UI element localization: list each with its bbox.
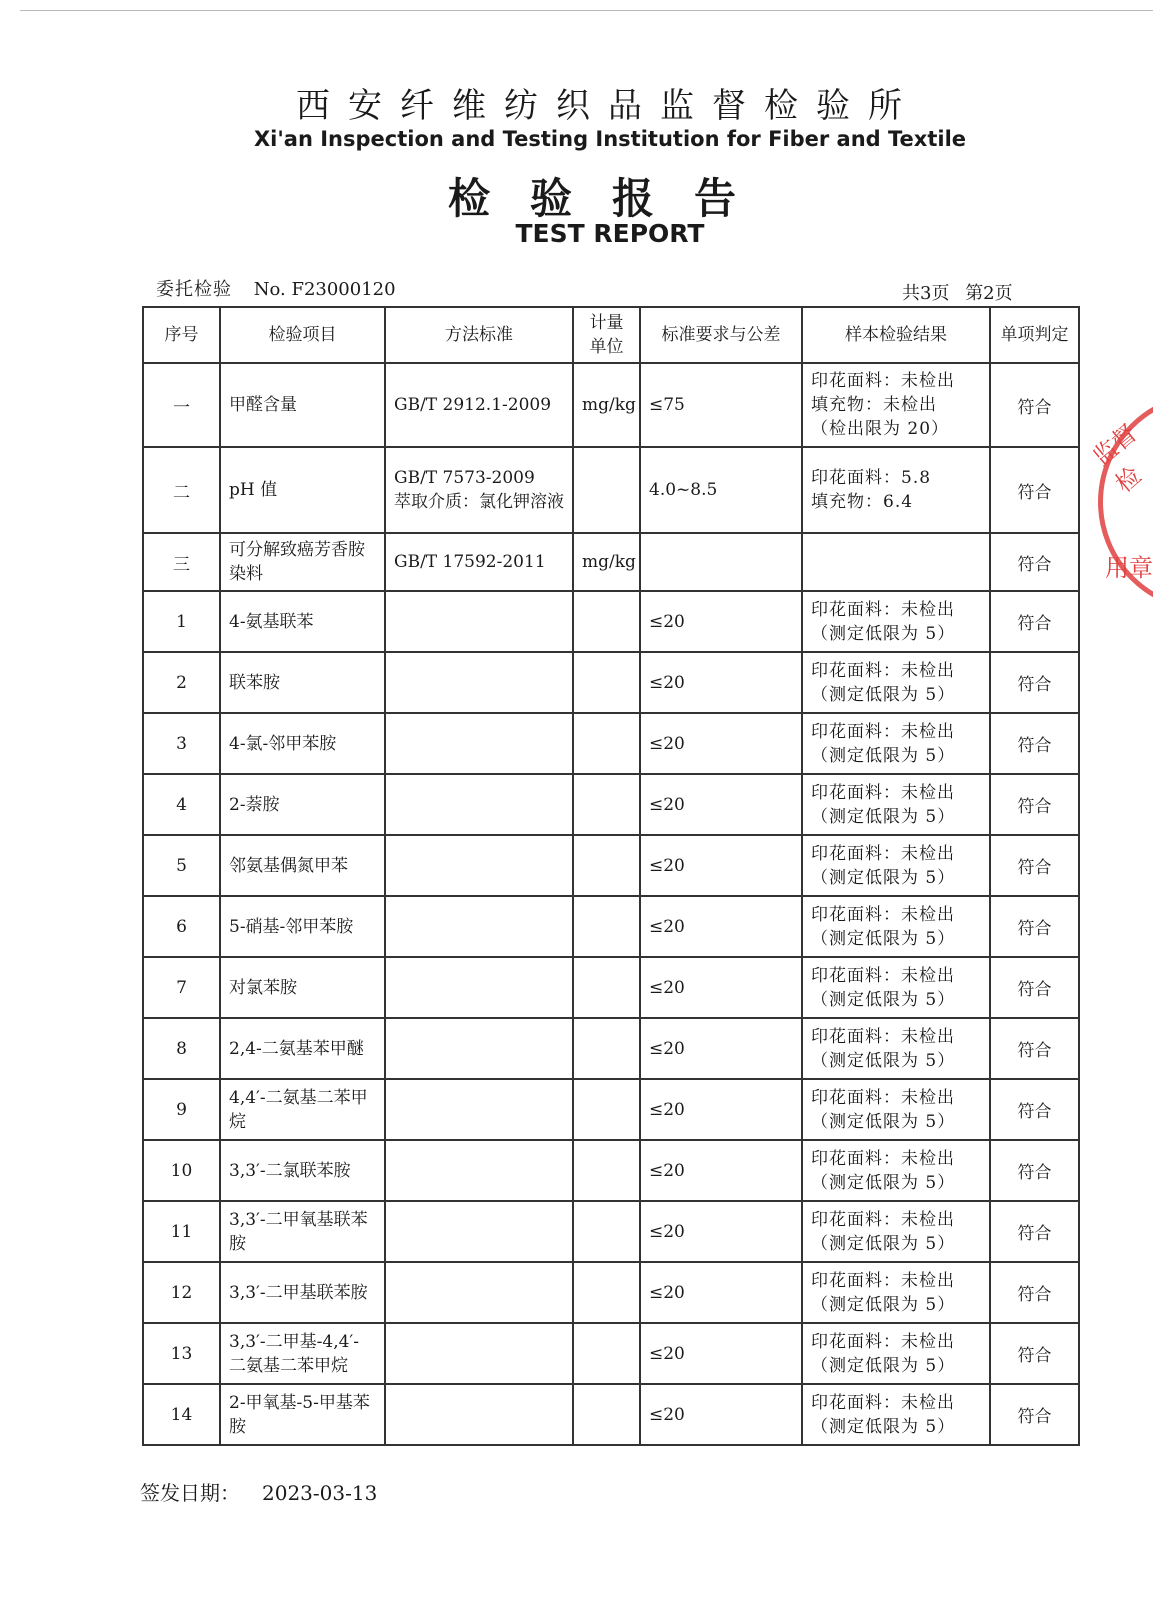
cell-judgement: 符合 [990,835,1079,896]
cell-result: 印花面料：未检出 （测定低限为 5） [802,1262,990,1323]
cell-item: 5-硝基-邻甲苯胺 [220,896,385,957]
cell-seq: 二 [143,447,220,533]
top-border-line [20,10,1153,11]
current-page: 第2页 [965,283,1013,304]
report-title-en: TEST REPORT [515,219,705,248]
cell-method [385,652,573,713]
cell-unit [573,447,640,533]
table-row [143,1140,1079,1201]
cell-result: 印花面料：未检出 （测定低限为 5） [802,1384,990,1445]
cell-method [385,774,573,835]
cell-result: 印花面料：未检出 （测定低限为 5） [802,652,990,713]
cell-result: 印花面料：未检出 （测定低限为 5） [802,957,990,1018]
cell-judgement: 符合 [990,533,1079,591]
table-row [143,1323,1079,1384]
issue-date-label: 签发日期： [140,1481,240,1505]
cell-method [385,1140,573,1201]
table-row [143,591,1079,652]
header-seq: 序号 [143,307,220,363]
header-item: 检验项目 [220,307,385,363]
issue-date-line [140,1477,377,1506]
header-unit: 计量单位 [573,307,640,363]
cell-seq: 10 [143,1140,220,1201]
cell-result: 印花面料：未检出 （测定低限为 5） [802,896,990,957]
cell-judgement: 符合 [990,1201,1079,1262]
cell-requirement: ≤20 [640,896,802,957]
cell-result: 印花面料：未检出 （测定低限为 5） [802,1018,990,1079]
cell-seq: 一 [143,363,220,447]
report-number: No. F23000120 [253,279,396,300]
cell-requirement: ≤20 [640,1018,802,1079]
seal-text-top: 监督检 [1087,418,1147,499]
cell-requirement: ≤20 [640,713,802,774]
cell-item: 2,4-二氨基苯甲醚 [220,1018,385,1079]
cell-unit: mg/kg [573,363,640,447]
table-row [143,447,1079,533]
cell-seq: 12 [143,1262,220,1323]
table-row [143,1262,1079,1323]
cell-judgement: 符合 [990,591,1079,652]
cell-item: 4-氯-邻甲苯胺 [220,713,385,774]
table-row [143,896,1079,957]
cell-seq: 三 [143,533,220,591]
cell-result: 印花面料：未检出 （测定低限为 5） [802,1323,990,1384]
cell-requirement: ≤20 [640,1201,802,1262]
cell-seq: 2 [143,652,220,713]
cell-method: GB/T 7573-2009 萃取介质：氯化钾溶液 [385,447,573,533]
table-row [143,1018,1079,1079]
cell-judgement: 符合 [990,1018,1079,1079]
table-row [143,652,1079,713]
cell-seq: 13 [143,1323,220,1384]
table-row [143,713,1079,774]
cell-judgement: 符合 [990,713,1079,774]
cell-item: 2-萘胺 [220,774,385,835]
cell-seq: 7 [143,957,220,1018]
cell-method [385,591,573,652]
cell-method [385,1018,573,1079]
cell-method [385,1384,573,1445]
table-row [143,835,1079,896]
cell-result: 印花面料：未检出 （测定低限为 5） [802,713,990,774]
seal-text-bottom: 用章 [1105,554,1153,582]
cell-unit [573,1018,640,1079]
header-requirement: 标准要求与公差 [640,307,802,363]
cell-unit [573,1262,640,1323]
table-header-row [143,307,1079,363]
institution-name-cn: 西安纤维纺织品监督检验所 [296,86,920,126]
cell-item: 联苯胺 [220,652,385,713]
header-result: 样本检验结果 [802,307,990,363]
cell-unit [573,1140,640,1201]
cell-unit [573,774,640,835]
cell-seq: 3 [143,713,220,774]
cell-item: 3,3′-二甲基联苯胺 [220,1262,385,1323]
cell-seq: 9 [143,1079,220,1140]
cell-unit [573,591,640,652]
cell-requirement: ≤20 [640,774,802,835]
cell-unit [573,957,640,1018]
cell-method [385,835,573,896]
cell-item: 4,4′-二氨基二苯甲烷 [220,1079,385,1140]
test-results-table [142,306,1080,1446]
cell-result: 印花面料：未检出 （测定低限为 5） [802,774,990,835]
cell-requirement: ≤20 [640,1384,802,1445]
header-method: 方法标准 [385,307,573,363]
cell-judgement: 符合 [990,1140,1079,1201]
table-body [143,363,1079,1445]
cell-requirement: ≤20 [640,1140,802,1201]
cell-result: 印花面料：未检出 （测定低限为 5） [802,1140,990,1201]
cell-item: 3,3′-二甲氧基联苯胺 [220,1201,385,1262]
cell-unit: mg/kg [573,533,640,591]
cell-item: pH 值 [220,447,385,533]
cell-result: 印花面料：未检出 （测定低限为 5） [802,1201,990,1262]
cell-requirement: ≤20 [640,957,802,1018]
cell-unit [573,1201,640,1262]
cell-method [385,1201,573,1262]
cell-judgement: 符合 [990,363,1079,447]
table-row [143,774,1079,835]
cell-item: 3,3′-二甲基-4,4′-二氨基二苯甲烷 [220,1323,385,1384]
cell-seq: 4 [143,774,220,835]
cell-method [385,1323,573,1384]
table-row [143,363,1079,447]
cell-seq: 14 [143,1384,220,1445]
table-row [143,533,1079,591]
cell-judgement: 符合 [990,447,1079,533]
cell-item: 3,3′-二氯联苯胺 [220,1140,385,1201]
cell-judgement: 符合 [990,1323,1079,1384]
cell-requirement: ≤20 [640,1323,802,1384]
cell-item: 2-甲氧基-5-甲基苯胺 [220,1384,385,1445]
cell-judgement: 符合 [990,1079,1079,1140]
cell-unit [573,652,640,713]
page-indicator [902,279,1023,305]
cell-judgement: 符合 [990,652,1079,713]
table-row [143,1079,1079,1140]
report-meta-left [156,275,396,301]
cell-result: 印花面料：未检出 （测定低限为 5） [802,591,990,652]
cell-item: 邻氨基偶氮甲苯 [220,835,385,896]
cell-item: 对氯苯胺 [220,957,385,1018]
cell-method: GB/T 17592-2011 [385,533,573,591]
cell-requirement: ≤75 [640,363,802,447]
cell-result: 印花面料：未检出 填充物：未检出 （检出限为 20） [802,363,990,447]
cell-unit [573,713,640,774]
cell-seq: 11 [143,1201,220,1262]
cell-seq: 6 [143,896,220,957]
issue-date-value: 2023-03-13 [262,1481,378,1505]
cell-unit [573,1079,640,1140]
cell-judgement: 符合 [990,1384,1079,1445]
cell-method [385,1079,573,1140]
cell-judgement: 符合 [990,774,1079,835]
cell-judgement: 符合 [990,896,1079,957]
cell-unit [573,835,640,896]
cell-seq: 5 [143,835,220,896]
table-row [143,1384,1079,1445]
cell-requirement [640,533,802,591]
institution-name-en: Xi'an Inspection and Testing Institution for Fiber and Textile [253,127,967,151]
total-pages: 共3页 [902,283,950,304]
cell-item: 可分解致癌芳香胺染料 [220,533,385,591]
cell-unit [573,1323,640,1384]
cell-requirement: ≤20 [640,652,802,713]
cell-seq: 1 [143,591,220,652]
cell-result: 印花面料：5.8 填充物：6.4 [802,447,990,533]
cell-method [385,713,573,774]
table-row [143,1201,1079,1262]
cell-unit [573,896,640,957]
cell-result: 印花面料：未检出 （测定低限为 5） [802,1079,990,1140]
cell-unit [573,1384,640,1445]
cell-method [385,896,573,957]
cell-method: GB/T 2912.1-2009 [385,363,573,447]
table-row [143,957,1079,1018]
cell-item: 甲醛含量 [220,363,385,447]
cell-requirement: ≤20 [640,1262,802,1323]
cell-requirement: 4.0~8.5 [640,447,802,533]
cell-result [802,533,990,591]
cell-judgement: 符合 [990,1262,1079,1323]
cell-requirement: ≤20 [640,835,802,896]
cell-requirement: ≤20 [640,1079,802,1140]
report-title-cn: 检验报告 [447,174,776,223]
cell-seq: 8 [143,1018,220,1079]
cell-method [385,1262,573,1323]
cell-judgement: 符合 [990,957,1079,1018]
cell-item: 4-氨基联苯 [220,591,385,652]
inspection-type: 委托检验 [156,279,232,300]
cell-result: 印花面料：未检出 （测定低限为 5） [802,835,990,896]
cell-method [385,957,573,1018]
header-judgement: 单项判定 [990,307,1079,363]
cell-requirement: ≤20 [640,591,802,652]
